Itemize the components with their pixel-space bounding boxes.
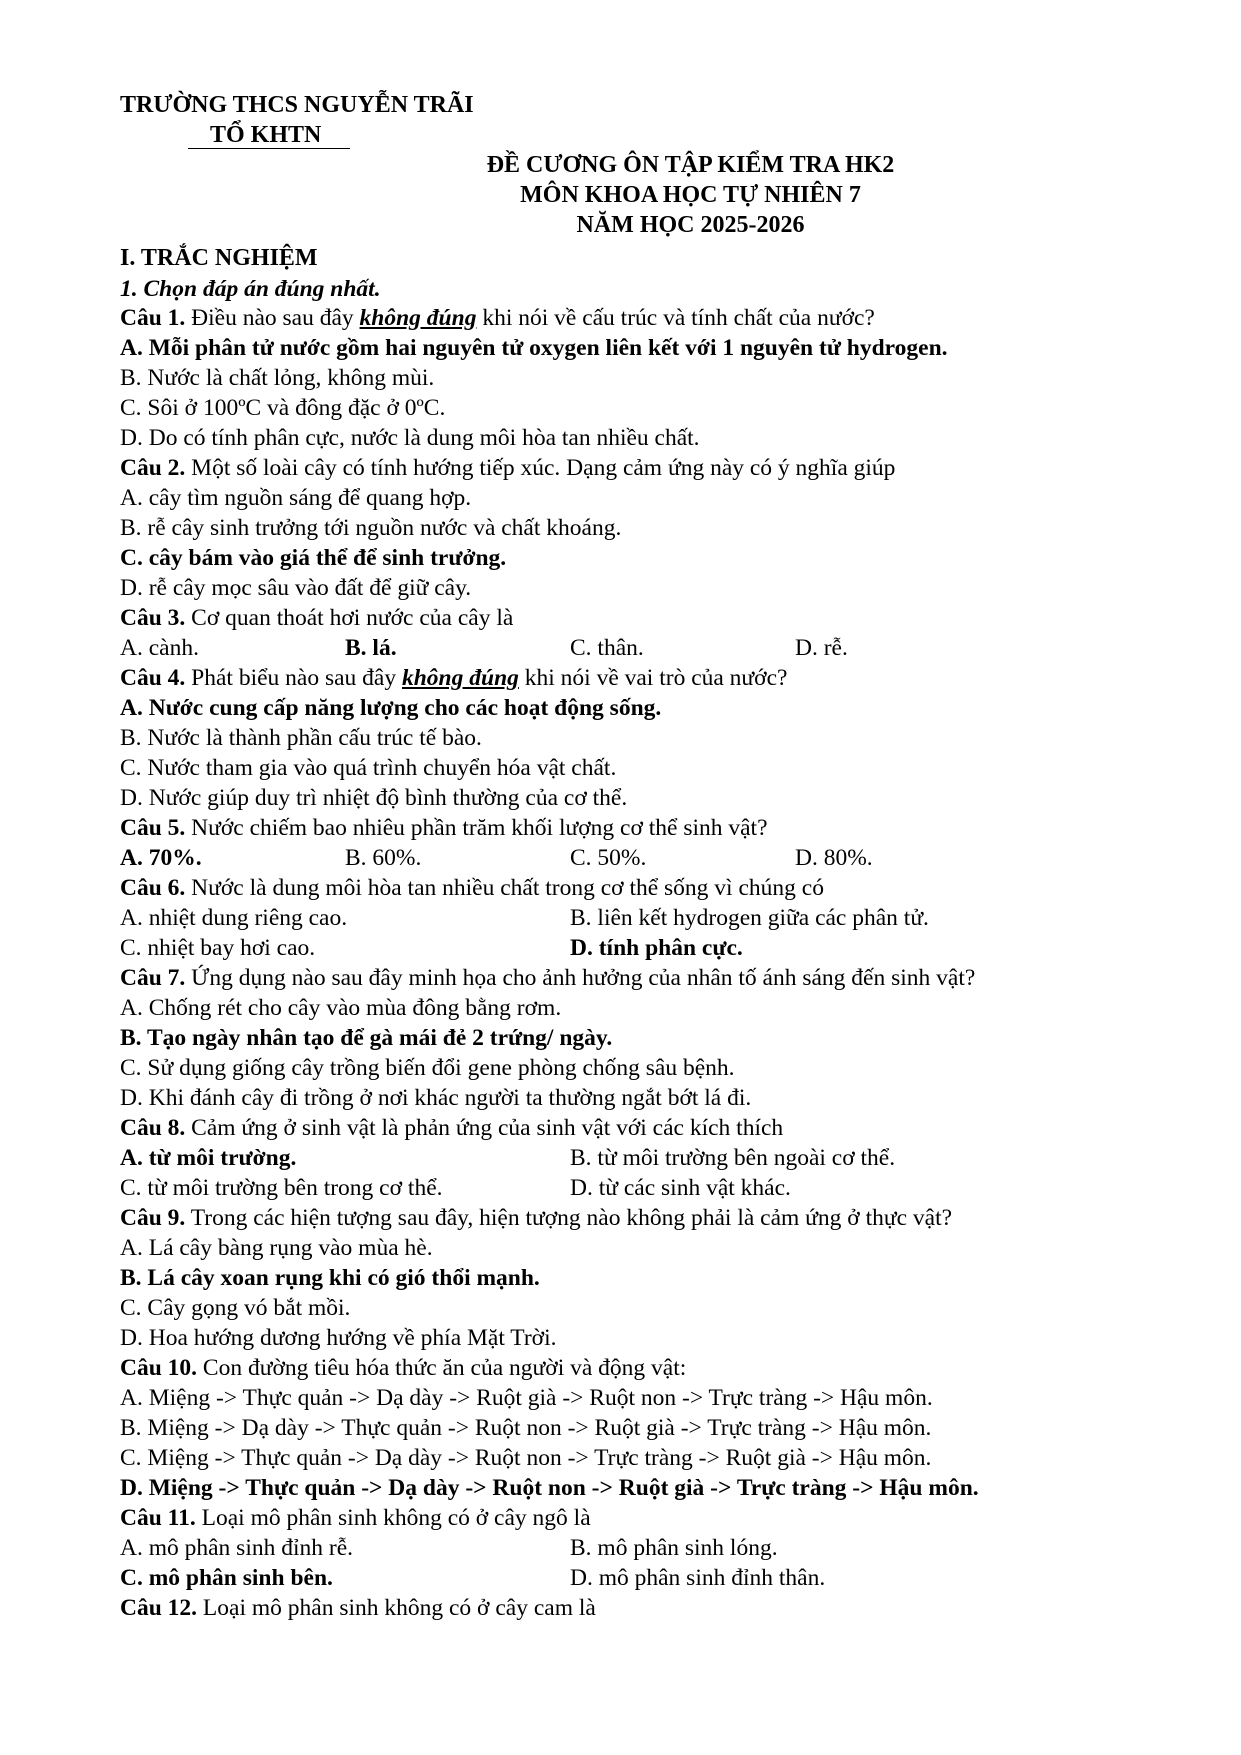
q3-option-d: D. rễ. (795, 635, 848, 661)
question-label: Câu 4. (120, 665, 186, 691)
question-label: Câu 1. (120, 305, 186, 331)
question-emphasis: không đúng (401, 665, 519, 691)
doc-title-2: MÔN KHOA HỌC TỰ NHIÊN 7 (520, 182, 861, 208)
question-label: Câu 11. (120, 1505, 196, 1531)
question-6 (120, 873, 824, 903)
question-emphasis: không đúng (359, 305, 477, 331)
school-name: TRƯỜNG THCS NGUYỄN TRÃI (120, 92, 474, 118)
question-text: Một số loài cây có tính hướng tiếp xúc. Dạng cảm ứng này có ý nghĩa giúp (185, 455, 896, 481)
q8-option-c: C. từ môi trường bên trong cơ thể. (120, 1175, 443, 1201)
q9-option-a: A. Lá cây bàng rụng vào mùa hè. (120, 1235, 433, 1261)
q3-option-a: A. cành. (120, 635, 199, 661)
question-text: Trong các hiện tượng sau đây, hiện tượng nào không phải là cảm ứng ở thực vật? (185, 1205, 953, 1231)
question-label: Câu 8. (120, 1115, 186, 1141)
q7-option-b: B. Tạo ngày nhân tạo để gà mái đẻ 2 trứng/ ngày. (120, 1025, 613, 1051)
q1-option-d: D. Do có tính phân cực, nước là dung môi hòa tan nhiều chất. (120, 425, 700, 451)
question-label: Câu 7. (120, 965, 186, 991)
q10-option-a: A. Miệng -> Thực quản -> Dạ dày -> Ruột già -> Ruột non -> Trực tràng -> Hậu môn. (120, 1385, 933, 1411)
q9-option-c: C. Cây gọng vó bắt mồi. (120, 1295, 351, 1321)
question-label: Câu 9. (120, 1205, 186, 1231)
q11-option-c: C. mô phân sinh bên. (120, 1565, 333, 1591)
q5-option-a: A. 70%. (120, 845, 202, 871)
q3-option-b: B. lá. (345, 635, 397, 661)
q10-option-c: C. Miệng -> Thực quản -> Dạ dày -> Ruột non -> Trực tràng -> Ruột già -> Hậu môn. (120, 1445, 932, 1471)
question-10 (120, 1353, 686, 1383)
department-label: TỔ KHTN (210, 122, 322, 148)
question-text: khi nói về cấu trúc và tính chất của nước? (476, 305, 875, 331)
q7-option-c: C. Sử dụng giống cây trồng biến đổi gene phòng chống sâu bệnh. (120, 1055, 735, 1081)
question-text: Nước là dung môi hòa tan nhiều chất trong cơ thể sống vì chúng có (185, 875, 824, 901)
q8-option-b: B. từ môi trường bên ngoài cơ thể. (570, 1145, 896, 1171)
question-text: Loại mô phân sinh không có ở cây cam là (197, 1595, 596, 1621)
q1-option-a: A. Mỗi phân tử nước gồm hai nguyên tử oxygen liên kết với 1 nguyên tử hydrogen. (120, 335, 948, 361)
q2-option-a: A. cây tìm nguồn sáng để quang hợp. (120, 485, 472, 511)
question-text: Ứng dụng nào sau đây minh họa cho ảnh hưởng của nhân tố ánh sáng đến sinh vật? (185, 965, 976, 991)
question-text: Cơ quan thoát hơi nước của cây là (185, 605, 514, 631)
q6-option-b: B. liên kết hydrogen giữa các phân tử. (570, 905, 929, 931)
q1-option-c: C. Sôi ở 100ºC và đông đặc ở 0ºC. (120, 395, 446, 421)
q7-option-a: A. Chống rét cho cây vào mùa đông bằng rơm. (120, 995, 562, 1021)
question-label: Câu 5. (120, 815, 186, 841)
q11-option-d: D. mô phân sinh đỉnh thân. (570, 1565, 826, 1591)
question-label: Câu 6. (120, 875, 186, 901)
department-underline (188, 148, 350, 149)
question-label: Câu 3. (120, 605, 186, 631)
question-7 (120, 963, 975, 993)
question-label: Câu 2. (120, 455, 186, 481)
question-1 (120, 303, 875, 333)
q6-option-d: D. tính phân cực. (570, 935, 743, 961)
q4-option-d: D. Nước giúp duy trì nhiệt độ bình thường của cơ thể. (120, 785, 628, 811)
q2-option-c: C. cây bám vào giá thể để sinh trưởng. (120, 545, 507, 571)
question-text: Cảm ứng ở sinh vật là phản ứng của sinh vật với các kích thích (185, 1115, 784, 1141)
question-12 (120, 1593, 596, 1623)
q8-option-a: A. từ môi trường. (120, 1145, 297, 1171)
q11-option-a: A. mô phân sinh đỉnh rễ. (120, 1535, 354, 1561)
question-2 (120, 453, 895, 483)
question-label: Câu 12. (120, 1595, 198, 1621)
question-text: Loại mô phân sinh không có ở cây ngô là (195, 1505, 591, 1531)
doc-title-3: NĂM HỌC 2025-2026 (576, 212, 805, 238)
question-text: Nước chiếm bao nhiêu phần trăm khối lượng cơ thể sinh vật? (185, 815, 768, 841)
q9-option-d: D. Hoa hướng dương hướng về phía Mặt Trời. (120, 1325, 557, 1351)
question-text: Phát biểu nào sau đây (185, 665, 402, 691)
q6-option-c: C. nhiệt bay hơi cao. (120, 935, 316, 961)
q4-option-c: C. Nước tham gia vào quá trình chuyển hóa vật chất. (120, 755, 617, 781)
q8-option-d: D. từ các sinh vật khác. (570, 1175, 791, 1201)
q6-option-a: A. nhiệt dung riêng cao. (120, 905, 348, 931)
question-4 (120, 663, 787, 693)
question-9 (120, 1203, 952, 1233)
question-text: Điều nào sau đây (185, 305, 360, 331)
q3-option-c: C. thân. (570, 635, 644, 661)
q1-option-b: B. Nước là chất lỏng, không mùi. (120, 365, 435, 391)
question-text: khi nói về vai trò của nước? (518, 665, 788, 691)
q7-option-d: D. Khi đánh cây đi trồng ở nơi khác người ta thường ngắt bớt lá đi. (120, 1085, 752, 1111)
q10-option-d: D. Miệng -> Thực quản -> Dạ dày -> Ruột non -> Ruột già -> Trực tràng -> Hậu môn. (120, 1475, 979, 1501)
section-instruction: 1. Chọn đáp án đúng nhất. (120, 276, 381, 302)
q2-option-b: B. rễ cây sinh trưởng tới nguồn nước và chất khoáng. (120, 515, 622, 541)
q5-option-d: D. 80%. (795, 845, 873, 871)
question-8 (120, 1113, 783, 1143)
q10-option-b: B. Miệng -> Dạ dày -> Thực quản -> Ruột non -> Ruột già -> Trực tràng -> Hậu môn. (120, 1415, 932, 1441)
department-name (210, 120, 321, 150)
q11-option-b: B. mô phân sinh lóng. (570, 1535, 778, 1561)
q4-option-b: B. Nước là thành phần cấu trúc tế bào. (120, 725, 482, 751)
q9-option-b: B. Lá cây xoan rụng khi có gió thổi mạnh. (120, 1265, 540, 1291)
q2-option-d: D. rễ cây mọc sâu vào đất để giữ cây. (120, 575, 472, 601)
q4-option-a: A. Nước cung cấp năng lượng cho các hoạt động sống. (120, 695, 662, 721)
question-label: Câu 10. (120, 1355, 198, 1381)
question-11 (120, 1503, 591, 1533)
doc-title-1: ĐỀ CƯƠNG ÔN TẬP KIỂM TRA HK2 (486, 152, 895, 178)
question-5 (120, 813, 768, 843)
q5-option-c: C. 50%. (570, 845, 647, 871)
section-heading: I. TRẮC NGHIỆM (120, 245, 318, 271)
question-3 (120, 603, 513, 633)
question-text: Con đường tiêu hóa thức ăn của người và động vật: (197, 1355, 687, 1381)
q5-option-b: B. 60%. (345, 845, 422, 871)
